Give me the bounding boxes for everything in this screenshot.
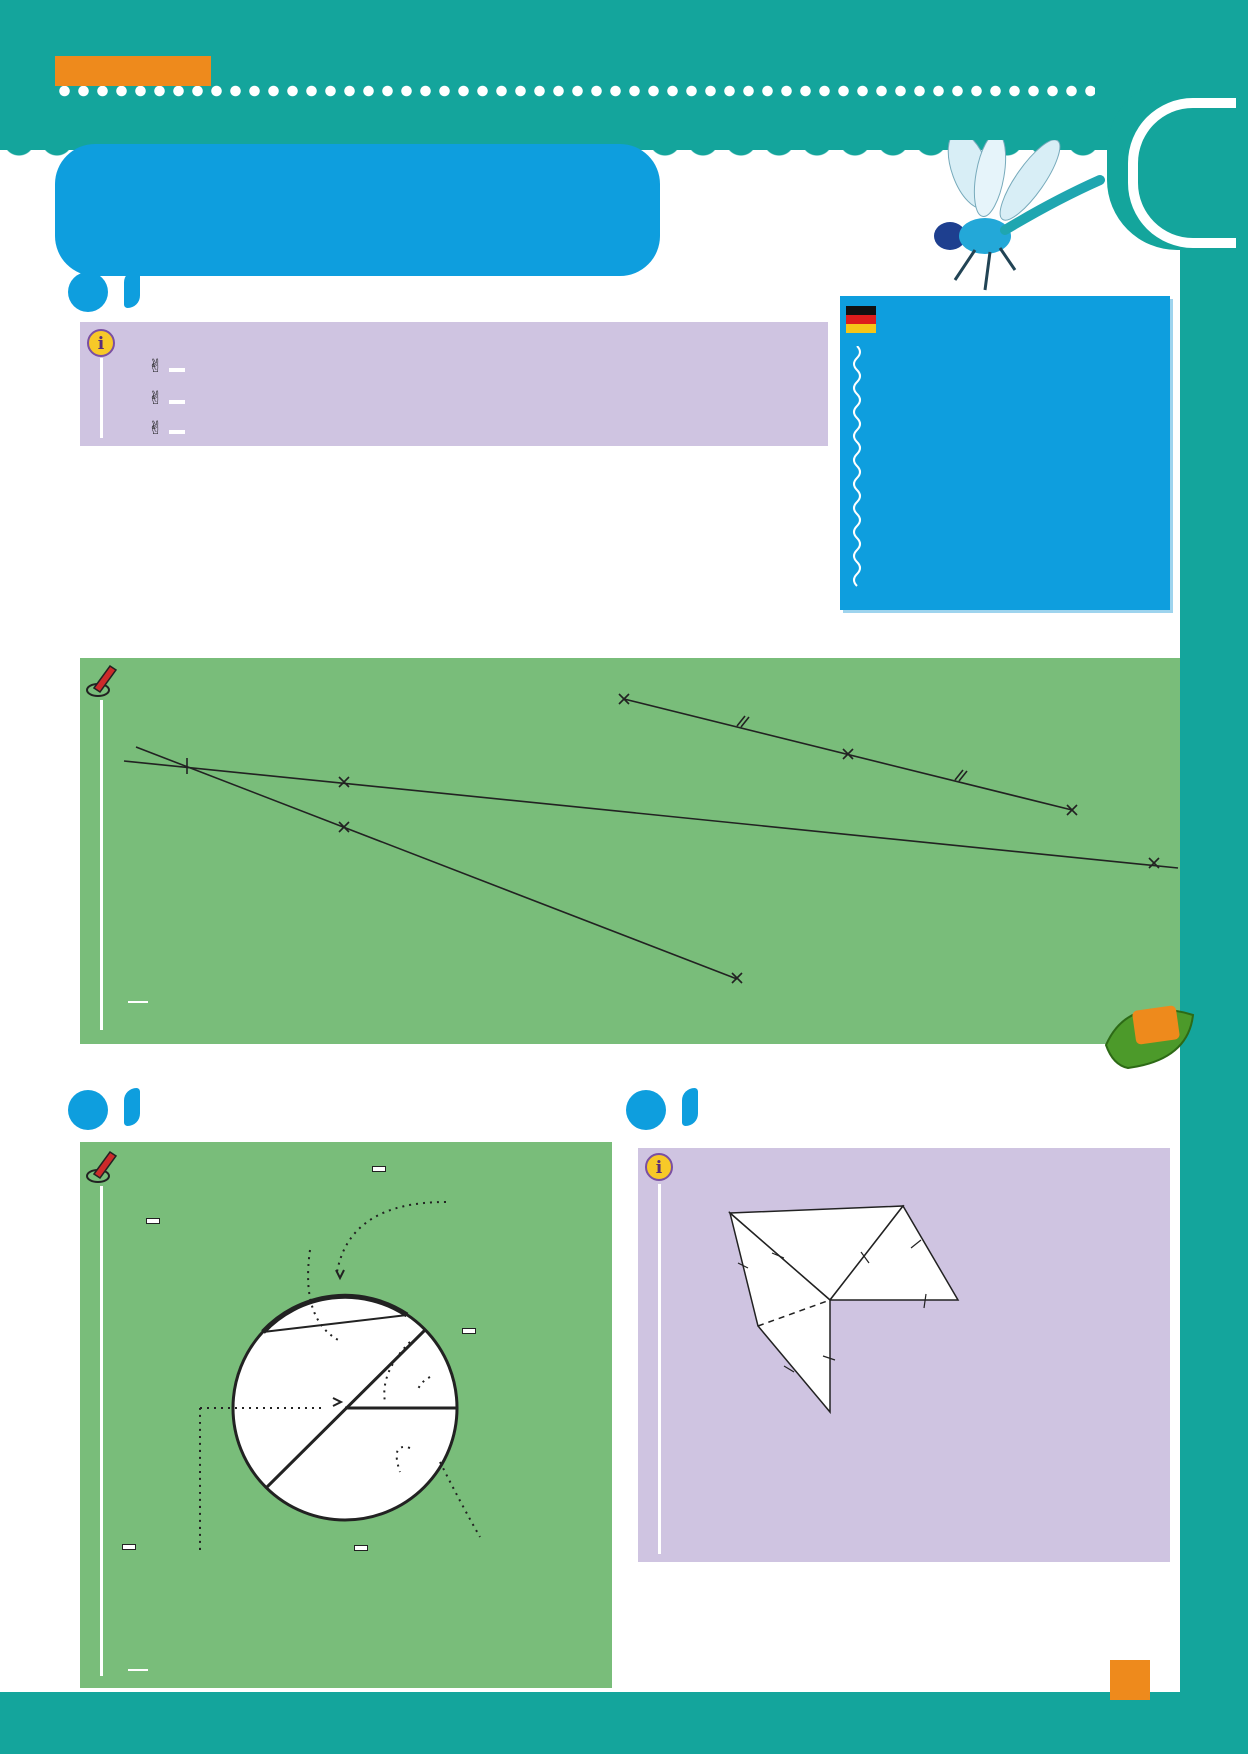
page-number xyxy=(1110,1660,1150,1700)
vocab-item xyxy=(854,548,1074,569)
schreibweise-line-1: ✌ xyxy=(148,356,185,377)
zeichnen-figure xyxy=(80,658,1180,1044)
schreibweise-box xyxy=(80,322,828,446)
section-a-title xyxy=(124,270,140,308)
label-durchmesser xyxy=(354,1545,368,1551)
info-icon xyxy=(86,328,116,358)
section-b-title xyxy=(124,1088,140,1126)
remark-line-1 xyxy=(122,984,154,1008)
vocab-item xyxy=(854,575,1074,596)
vocab-item xyxy=(854,410,1074,431)
dreiecke-figure xyxy=(638,1148,1170,1418)
section-c-title xyxy=(682,1088,698,1126)
schreibweise-line-2: ✌ xyxy=(148,388,185,409)
paren-symbol xyxy=(169,430,185,434)
section-b-marker xyxy=(68,1090,108,1130)
footer-band xyxy=(0,1692,1248,1754)
label-mittelpunkt xyxy=(122,1544,136,1550)
ray-gf xyxy=(136,747,737,979)
label-kreisbogen xyxy=(146,1218,160,1224)
schreibweise-line-3: ✌ xyxy=(148,418,185,439)
kreis-text-2 xyxy=(122,1656,154,1676)
answer-blank[interactable] xyxy=(128,1001,148,1003)
vocab-item xyxy=(854,383,1074,404)
cross-symbol xyxy=(169,368,185,372)
svg-text:i: i xyxy=(97,334,105,354)
side-title xyxy=(1175,285,1247,765)
vocab-item xyxy=(854,520,1074,541)
vocab-item xyxy=(854,465,1074,486)
label-radius xyxy=(462,1328,476,1334)
svg-text:i: i xyxy=(655,1158,663,1178)
line-ab xyxy=(124,761,1178,868)
header-dots xyxy=(55,84,1095,98)
dragonfly-illustration xyxy=(915,140,1145,300)
box-rule xyxy=(100,358,103,438)
lk-badge xyxy=(1098,990,1208,1080)
answer-blank[interactable] xyxy=(128,1669,148,1671)
vocab-item xyxy=(854,438,1074,459)
section-a-marker xyxy=(68,272,108,312)
german-flag-icon xyxy=(846,304,878,336)
bracket-symbol xyxy=(169,400,185,404)
vocab-item xyxy=(854,355,1074,376)
label-kreissehne xyxy=(372,1166,386,1172)
chapter-tag xyxy=(55,56,211,86)
section-c-marker xyxy=(626,1090,666,1130)
lernen-banner xyxy=(55,144,660,276)
vocab-item xyxy=(854,493,1074,514)
